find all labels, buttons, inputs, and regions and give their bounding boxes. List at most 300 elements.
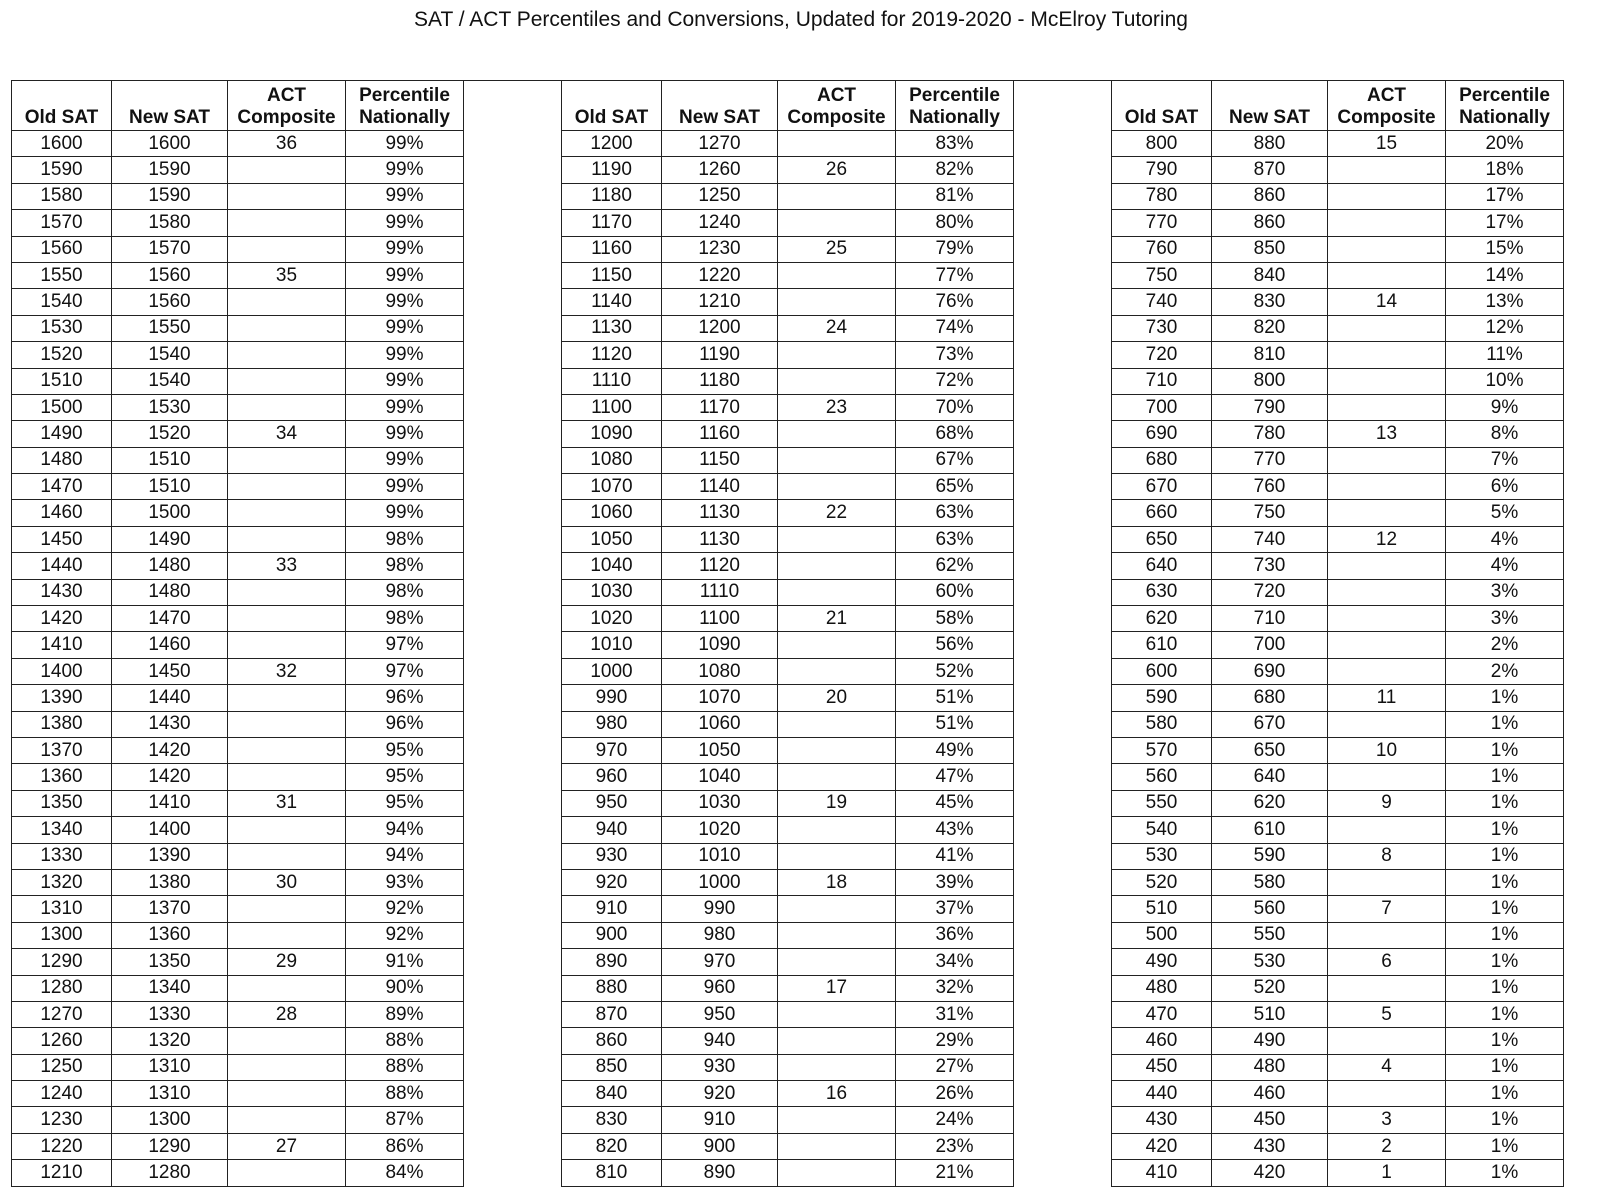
cell-percentile: 99% <box>346 474 464 500</box>
column-spacer <box>464 1054 562 1080</box>
cell-act-composite <box>228 368 346 394</box>
header-percentile <box>346 81 464 131</box>
cell-new-sat: 1230 <box>662 236 778 262</box>
cell-act-composite <box>228 183 346 209</box>
column-spacer <box>464 262 562 288</box>
cell-old-sat: 1120 <box>562 342 662 368</box>
cell-new-sat: 970 <box>662 949 778 975</box>
cell-old-sat: 1250 <box>12 1054 112 1080</box>
cell-percentile: 92% <box>346 922 464 948</box>
cell-old-sat: 1540 <box>12 289 112 315</box>
cell-percentile: 1% <box>1446 1081 1564 1107</box>
cell-new-sat: 860 <box>1212 183 1328 209</box>
cell-new-sat: 910 <box>662 1107 778 1133</box>
cell-act-composite: 6 <box>1328 949 1446 975</box>
column-spacer <box>464 843 562 869</box>
cell-percentile: 1% <box>1446 711 1564 737</box>
column-spacer <box>464 869 562 895</box>
header-line <box>12 85 111 107</box>
header-line: ACT <box>816 85 857 106</box>
table-row <box>12 632 1564 658</box>
cell-act-composite <box>228 315 346 341</box>
cell-old-sat: 1260 <box>12 1028 112 1054</box>
cell-new-sat: 680 <box>1212 685 1328 711</box>
cell-percentile: 77% <box>896 262 1014 288</box>
cell-new-sat: 1540 <box>112 368 228 394</box>
cell-old-sat: 690 <box>1112 421 1212 447</box>
cell-new-sat: 750 <box>1212 500 1328 526</box>
cell-act-composite <box>778 579 896 605</box>
cell-new-sat: 1430 <box>112 711 228 737</box>
cell-old-sat: 530 <box>1112 843 1212 869</box>
cell-act-composite <box>778 1001 896 1027</box>
table-row <box>12 183 1564 209</box>
cell-new-sat: 960 <box>662 975 778 1001</box>
cell-act-composite <box>778 817 896 843</box>
header-line: Percentile <box>909 85 1000 106</box>
cell-percentile: 65% <box>896 474 1014 500</box>
cell-new-sat: 1310 <box>112 1081 228 1107</box>
column-spacer <box>464 1133 562 1159</box>
table-row <box>12 869 1564 895</box>
cell-new-sat: 480 <box>1212 1054 1328 1080</box>
cell-new-sat: 780 <box>1212 421 1328 447</box>
cell-new-sat: 640 <box>1212 764 1328 790</box>
cell-act-composite <box>228 1081 346 1107</box>
cell-percentile: 37% <box>896 896 1014 922</box>
cell-old-sat: 590 <box>1112 685 1212 711</box>
column-spacer <box>464 922 562 948</box>
cell-new-sat: 790 <box>1212 394 1328 420</box>
cell-act-composite <box>1328 975 1446 1001</box>
cell-act-composite <box>778 474 896 500</box>
cell-act-composite <box>1328 394 1446 420</box>
cell-old-sat: 1590 <box>12 157 112 183</box>
cell-percentile: 99% <box>346 342 464 368</box>
cell-percentile: 15% <box>1446 236 1564 262</box>
header-line: Composite <box>787 107 886 128</box>
cell-old-sat: 1240 <box>12 1081 112 1107</box>
table-row <box>12 1081 1564 1107</box>
header-line: ACT <box>266 85 307 106</box>
cell-new-sat: 1480 <box>112 579 228 605</box>
cell-percentile: 1% <box>1446 764 1564 790</box>
cell-new-sat: 620 <box>1212 790 1328 816</box>
cell-act-composite <box>1328 447 1446 473</box>
cell-act-composite <box>1328 500 1446 526</box>
cell-new-sat: 930 <box>662 1054 778 1080</box>
column-spacer <box>464 1001 562 1027</box>
column-spacer <box>464 553 562 579</box>
cell-new-sat: 1130 <box>662 526 778 552</box>
header-line: New SAT <box>1229 107 1310 128</box>
column-spacer <box>464 210 562 236</box>
cell-new-sat: 1000 <box>662 869 778 895</box>
cell-new-sat: 720 <box>1212 579 1328 605</box>
column-spacer <box>464 896 562 922</box>
cell-old-sat: 1500 <box>12 394 112 420</box>
cell-act-composite: 33 <box>228 553 346 579</box>
cell-act-composite <box>778 368 896 394</box>
cell-act-composite <box>778 183 896 209</box>
column-spacer <box>1014 737 1112 763</box>
cell-old-sat: 1030 <box>562 579 662 605</box>
table-row <box>12 394 1564 420</box>
cell-act-composite <box>1328 342 1446 368</box>
cell-percentile: 82% <box>896 157 1014 183</box>
column-spacer <box>1014 289 1112 315</box>
cell-percentile: 1% <box>1446 922 1564 948</box>
column-spacer <box>464 236 562 262</box>
header-percentile <box>1446 81 1564 131</box>
cell-old-sat: 1440 <box>12 553 112 579</box>
column-spacer <box>1014 210 1112 236</box>
cell-old-sat: 1600 <box>12 131 112 157</box>
cell-percentile: 10% <box>1446 368 1564 394</box>
column-spacer <box>464 764 562 790</box>
cell-old-sat: 1150 <box>562 262 662 288</box>
cell-percentile: 5% <box>1446 500 1564 526</box>
cell-act-composite <box>778 1054 896 1080</box>
cell-percentile: 41% <box>896 843 1014 869</box>
cell-old-sat: 570 <box>1112 737 1212 763</box>
cell-act-composite: 19 <box>778 790 896 816</box>
cell-old-sat: 1130 <box>562 315 662 341</box>
column-spacer <box>1014 394 1112 420</box>
cell-percentile: 79% <box>896 236 1014 262</box>
cell-old-sat: 820 <box>562 1133 662 1159</box>
cell-percentile: 1% <box>1446 843 1564 869</box>
cell-old-sat: 610 <box>1112 632 1212 658</box>
cell-old-sat: 410 <box>1112 1160 1212 1186</box>
cell-new-sat: 1590 <box>112 157 228 183</box>
cell-percentile: 58% <box>896 606 1014 632</box>
cell-old-sat: 810 <box>562 1160 662 1186</box>
header-act-composite <box>778 81 896 131</box>
column-spacer <box>1014 606 1112 632</box>
cell-percentile: 95% <box>346 764 464 790</box>
cell-act-composite <box>228 711 346 737</box>
cell-percentile: 83% <box>896 131 1014 157</box>
cell-old-sat: 1040 <box>562 553 662 579</box>
cell-percentile: 99% <box>346 131 464 157</box>
cell-percentile: 34% <box>896 949 1014 975</box>
cell-new-sat: 950 <box>662 1001 778 1027</box>
table-row <box>12 342 1564 368</box>
cell-percentile: 31% <box>896 1001 1014 1027</box>
cell-act-composite <box>228 896 346 922</box>
table-row <box>12 949 1564 975</box>
cell-act-composite: 27 <box>228 1133 346 1159</box>
cell-new-sat: 1160 <box>662 421 778 447</box>
cell-act-composite <box>228 606 346 632</box>
column-spacer <box>464 579 562 605</box>
header-old-sat <box>562 81 662 131</box>
cell-new-sat: 1440 <box>112 685 228 711</box>
header-line <box>662 85 777 107</box>
column-spacer <box>464 949 562 975</box>
table-row <box>12 896 1564 922</box>
column-spacer <box>1014 1160 1112 1186</box>
column-spacer <box>1014 315 1112 341</box>
cell-new-sat: 860 <box>1212 210 1328 236</box>
cell-percentile: 4% <box>1446 553 1564 579</box>
cell-act-composite: 30 <box>228 869 346 895</box>
cell-old-sat: 850 <box>562 1054 662 1080</box>
table-row <box>12 210 1564 236</box>
cell-new-sat: 740 <box>1212 526 1328 552</box>
cell-old-sat: 1530 <box>12 315 112 341</box>
cell-old-sat: 600 <box>1112 658 1212 684</box>
header-line: Nationally <box>1459 107 1550 128</box>
cell-new-sat: 840 <box>1212 262 1328 288</box>
column-spacer <box>1014 1107 1112 1133</box>
cell-act-composite <box>228 1107 346 1133</box>
column-spacer <box>1014 81 1112 131</box>
cell-act-composite: 9 <box>1328 790 1446 816</box>
cell-percentile: 88% <box>346 1028 464 1054</box>
cell-new-sat: 770 <box>1212 447 1328 473</box>
cell-act-composite <box>778 1107 896 1133</box>
table-row <box>12 262 1564 288</box>
cell-percentile: 1% <box>1446 817 1564 843</box>
cell-new-sat: 1190 <box>662 342 778 368</box>
cell-old-sat: 890 <box>562 949 662 975</box>
table-row <box>12 157 1564 183</box>
cell-new-sat: 590 <box>1212 843 1328 869</box>
cell-old-sat: 550 <box>1112 790 1212 816</box>
cell-new-sat: 1280 <box>112 1160 228 1186</box>
cell-new-sat: 1320 <box>112 1028 228 1054</box>
cell-old-sat: 1460 <box>12 500 112 526</box>
cell-percentile: 98% <box>346 606 464 632</box>
cell-percentile: 1% <box>1446 949 1564 975</box>
cell-percentile: 29% <box>896 1028 1014 1054</box>
cell-act-composite <box>228 474 346 500</box>
cell-old-sat: 880 <box>562 975 662 1001</box>
table-row <box>12 1133 1564 1159</box>
cell-percentile: 3% <box>1446 606 1564 632</box>
cell-act-composite: 7 <box>1328 896 1446 922</box>
cell-act-composite <box>228 764 346 790</box>
cell-new-sat: 1420 <box>112 764 228 790</box>
cell-percentile: 47% <box>896 764 1014 790</box>
cell-old-sat: 1350 <box>12 790 112 816</box>
cell-new-sat: 1510 <box>112 447 228 473</box>
cell-percentile: 96% <box>346 685 464 711</box>
cell-percentile: 84% <box>346 1160 464 1186</box>
column-spacer <box>1014 157 1112 183</box>
cell-act-composite <box>778 342 896 368</box>
cell-new-sat: 1100 <box>662 606 778 632</box>
cell-new-sat: 670 <box>1212 711 1328 737</box>
cell-old-sat: 1060 <box>562 500 662 526</box>
table-row <box>12 474 1564 500</box>
cell-old-sat: 630 <box>1112 579 1212 605</box>
cell-new-sat: 760 <box>1212 474 1328 500</box>
cell-percentile: 14% <box>1446 262 1564 288</box>
cell-percentile: 7% <box>1446 447 1564 473</box>
cell-act-composite <box>778 1028 896 1054</box>
column-spacer <box>464 526 562 552</box>
cell-old-sat: 580 <box>1112 711 1212 737</box>
cell-new-sat: 420 <box>1212 1160 1328 1186</box>
cell-new-sat: 710 <box>1212 606 1328 632</box>
cell-percentile: 99% <box>346 157 464 183</box>
cell-percentile: 92% <box>346 896 464 922</box>
column-spacer <box>1014 764 1112 790</box>
cell-percentile: 96% <box>346 711 464 737</box>
table-row <box>12 553 1564 579</box>
header-act-composite <box>228 81 346 131</box>
cell-old-sat: 490 <box>1112 949 1212 975</box>
cell-act-composite <box>1328 579 1446 605</box>
cell-act-composite <box>778 922 896 948</box>
cell-percentile: 97% <box>346 658 464 684</box>
cell-old-sat: 900 <box>562 922 662 948</box>
cell-act-composite <box>1328 157 1446 183</box>
cell-act-composite <box>228 922 346 948</box>
cell-new-sat: 580 <box>1212 869 1328 895</box>
cell-new-sat: 1540 <box>112 342 228 368</box>
table-row <box>12 843 1564 869</box>
cell-percentile: 98% <box>346 526 464 552</box>
cell-act-composite <box>228 447 346 473</box>
cell-new-sat: 1480 <box>112 553 228 579</box>
cell-percentile: 1% <box>1446 1107 1564 1133</box>
cell-old-sat: 1140 <box>562 289 662 315</box>
cell-old-sat: 770 <box>1112 210 1212 236</box>
table-row <box>12 790 1564 816</box>
cell-act-composite <box>228 526 346 552</box>
table-row <box>12 711 1564 737</box>
column-spacer <box>464 711 562 737</box>
cell-act-composite: 4 <box>1328 1054 1446 1080</box>
cell-percentile: 2% <box>1446 632 1564 658</box>
column-spacer <box>1014 975 1112 1001</box>
cell-old-sat: 620 <box>1112 606 1212 632</box>
cell-old-sat: 1370 <box>12 737 112 763</box>
column-spacer <box>1014 632 1112 658</box>
cell-act-composite <box>1328 711 1446 737</box>
cell-act-composite <box>778 658 896 684</box>
cell-old-sat: 1180 <box>562 183 662 209</box>
cell-act-composite: 16 <box>778 1081 896 1107</box>
table-row <box>12 1028 1564 1054</box>
cell-old-sat: 1110 <box>562 368 662 394</box>
cell-act-composite: 34 <box>228 421 346 447</box>
cell-percentile: 51% <box>896 711 1014 737</box>
table-row <box>12 685 1564 711</box>
cell-old-sat: 1510 <box>12 368 112 394</box>
column-spacer <box>464 790 562 816</box>
cell-new-sat: 1560 <box>112 289 228 315</box>
cell-new-sat: 1110 <box>662 579 778 605</box>
cell-old-sat: 1070 <box>562 474 662 500</box>
cell-old-sat: 1160 <box>562 236 662 262</box>
header-new-sat <box>1212 81 1328 131</box>
header-line: Old SAT <box>24 107 99 128</box>
column-spacer <box>1014 869 1112 895</box>
cell-new-sat: 460 <box>1212 1081 1328 1107</box>
cell-new-sat: 1420 <box>112 737 228 763</box>
cell-old-sat: 1270 <box>12 1001 112 1027</box>
cell-new-sat: 430 <box>1212 1133 1328 1159</box>
cell-act-composite <box>778 949 896 975</box>
table-row <box>12 764 1564 790</box>
cell-old-sat: 930 <box>562 843 662 869</box>
table-row <box>12 236 1564 262</box>
table-row <box>12 606 1564 632</box>
cell-old-sat: 1520 <box>12 342 112 368</box>
cell-percentile: 39% <box>896 869 1014 895</box>
cell-new-sat: 1050 <box>662 737 778 763</box>
cell-percentile: 1% <box>1446 1133 1564 1159</box>
header-old-sat <box>12 81 112 131</box>
table-row <box>12 289 1564 315</box>
cell-percentile: 13% <box>1446 289 1564 315</box>
column-spacer <box>1014 1054 1112 1080</box>
column-spacer <box>464 1160 562 1186</box>
cell-new-sat: 1010 <box>662 843 778 869</box>
cell-act-composite <box>1328 1081 1446 1107</box>
cell-new-sat: 1090 <box>662 632 778 658</box>
header-line: New SAT <box>129 107 210 128</box>
header-percentile <box>896 81 1014 131</box>
cell-old-sat: 1220 <box>12 1133 112 1159</box>
cell-act-composite <box>1328 922 1446 948</box>
table-row <box>12 922 1564 948</box>
cell-old-sat: 680 <box>1112 447 1212 473</box>
cell-percentile: 32% <box>896 975 1014 1001</box>
cell-old-sat: 1380 <box>12 711 112 737</box>
cell-act-composite <box>228 1028 346 1054</box>
cell-old-sat: 870 <box>562 1001 662 1027</box>
cell-new-sat: 1410 <box>112 790 228 816</box>
cell-act-composite: 29 <box>228 949 346 975</box>
cell-old-sat: 970 <box>562 737 662 763</box>
cell-new-sat: 520 <box>1212 975 1328 1001</box>
cell-old-sat: 480 <box>1112 975 1212 1001</box>
cell-old-sat: 510 <box>1112 896 1212 922</box>
cell-new-sat: 1500 <box>112 500 228 526</box>
cell-percentile: 60% <box>896 579 1014 605</box>
table-row <box>12 1107 1564 1133</box>
cell-act-composite <box>1328 1028 1446 1054</box>
cell-act-composite <box>228 737 346 763</box>
cell-act-composite: 22 <box>778 500 896 526</box>
cell-percentile: 94% <box>346 843 464 869</box>
cell-old-sat: 860 <box>562 1028 662 1054</box>
table-row <box>12 1160 1564 1186</box>
cell-old-sat: 1450 <box>12 526 112 552</box>
cell-new-sat: 1590 <box>112 183 228 209</box>
cell-percentile: 98% <box>346 579 464 605</box>
cell-act-composite <box>1328 262 1446 288</box>
cell-act-composite <box>778 764 896 790</box>
cell-percentile: 1% <box>1446 869 1564 895</box>
cell-old-sat: 660 <box>1112 500 1212 526</box>
column-spacer <box>1014 421 1112 447</box>
cell-old-sat: 1570 <box>12 210 112 236</box>
cell-percentile: 89% <box>346 1001 464 1027</box>
cell-old-sat: 1200 <box>562 131 662 157</box>
cell-act-composite <box>228 289 346 315</box>
cell-act-composite <box>778 421 896 447</box>
cell-old-sat: 1010 <box>562 632 662 658</box>
header-line <box>1212 85 1327 107</box>
cell-act-composite <box>778 210 896 236</box>
